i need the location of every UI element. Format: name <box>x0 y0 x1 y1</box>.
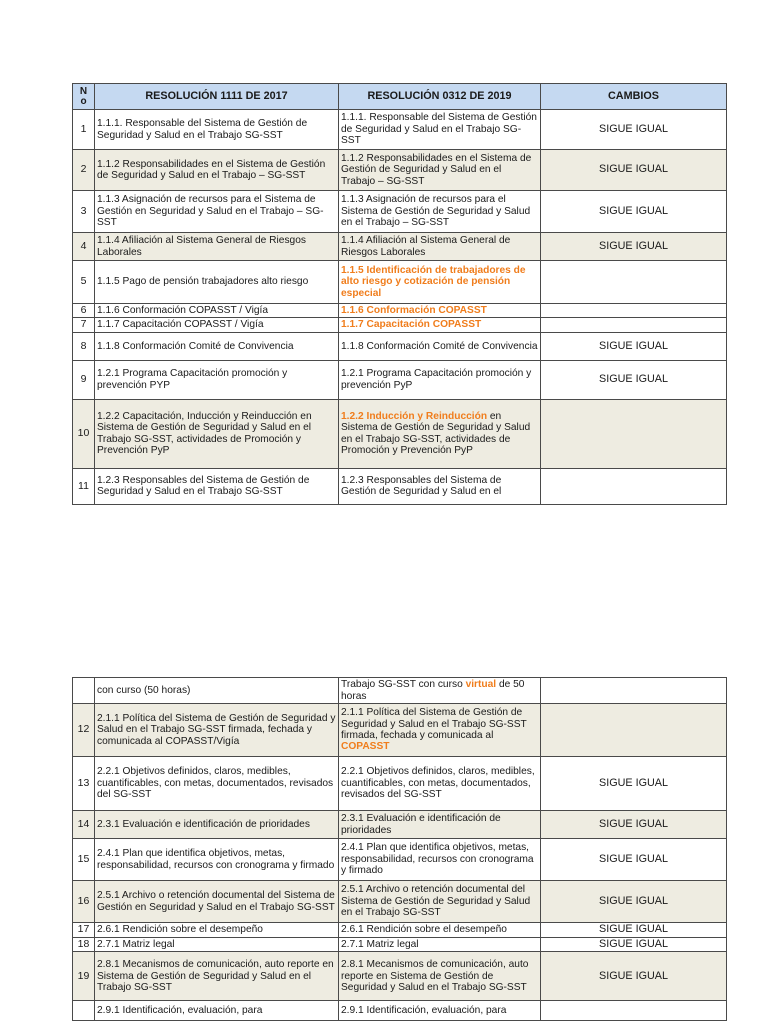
res-2017-cell: 1.2.2 Capacitación, Inducción y Reinducción en Sistema de Gestión de Seguridad y Salud en el Trabajo SG-SST, actividades de Promoción y Prevención PyP <box>95 399 339 468</box>
changed-text: 1.1.5 Identificación de trabajadores de alto riesgo y cotización de pensión especial <box>341 264 526 299</box>
cambio-cell <box>541 399 727 468</box>
row-number: 5 <box>73 261 95 304</box>
table-row <box>73 261 727 304</box>
cambio-cell <box>541 704 727 757</box>
comparison-table-bottom <box>72 677 727 1021</box>
cambio-cell: SIGUE IGUAL <box>541 233 727 261</box>
res-2019-cell <box>339 757 541 811</box>
res-2017-cell: 2.6.1 Rendición sobre el desempeño <box>95 923 339 938</box>
table-row <box>73 150 727 191</box>
res-2017-cell: 2.5.1 Archivo o retención documental del Sistema de Gestión en Seguridad y Salud en el Trabajo SG-SST <box>95 881 339 923</box>
res-2019-cell <box>339 150 541 191</box>
res-2019-cell <box>339 938 541 952</box>
row-number: 12 <box>73 704 95 757</box>
cambio-cell: SIGUE IGUAL <box>541 811 727 839</box>
table-row <box>73 318 727 332</box>
changed-text: 1.1.7 Capacitación COPASST <box>341 319 482 331</box>
header-no <box>73 84 95 110</box>
comparison-table-top <box>72 83 727 505</box>
res-2019-text: 2.2.1 Objetivos definidos, claros, medibles, cuantificables, con metas, documentados, revisados del SG-SST <box>341 766 535 801</box>
cambio-cell <box>541 318 727 332</box>
res-2017-cell: 1.1.7 Capacitación COPASST / Vigía <box>95 318 339 332</box>
res-2017-cell: 2.7.1 Matriz legal <box>95 938 339 952</box>
row-number: 4 <box>73 233 95 261</box>
res-2019-cell <box>339 233 541 261</box>
cambio-cell: SIGUE IGUAL <box>541 923 727 938</box>
row-number: 7 <box>73 318 95 332</box>
cambio-cell <box>541 304 727 318</box>
cambio-cell: SIGUE IGUAL <box>541 839 727 881</box>
res-2019-text: de 50 horas <box>341 679 525 702</box>
header-res-2019: RESOLUCIÓN 0312 DE 2019 <box>339 84 541 110</box>
cambio-cell: SIGUE IGUAL <box>541 360 727 399</box>
res-2019-text: 1.1.1. Responsable del Sistema de Gestión de Seguridad y Salud en el Trabajo SG-SST <box>341 112 537 147</box>
res-2017-cell: 2.9.1 Identificación, evaluación, para <box>95 1001 339 1021</box>
res-2019-text: 1.2.3 Responsables del Sistema de Gestión de Seguridad y Salud en el <box>341 474 502 498</box>
changed-text: virtual <box>465 679 497 691</box>
row-number: 1 <box>73 110 95 150</box>
cambio-cell: SIGUE IGUAL <box>541 952 727 1001</box>
row-number: 15 <box>73 839 95 881</box>
row-number: 9 <box>73 360 95 399</box>
res-2019-cell <box>339 318 541 332</box>
res-2017-cell: 1.1.1. Responsable del Sistema de Gestión de Seguridad y Salud en el Trabajo SG-SST <box>95 110 339 150</box>
cambio-cell: SIGUE IGUAL <box>541 938 727 952</box>
res-2017-cell: con curso (50 horas) <box>95 678 339 704</box>
cambio-cell <box>541 678 727 704</box>
res-2019-cell <box>339 360 541 399</box>
res-2019-cell <box>339 952 541 1001</box>
res-2017-cell: 1.1.5 Pago de pensión trabajadores alto riesgo <box>95 261 339 304</box>
res-2019-text: 2.5.1 Archivo o retención documental del Sistema de Gestión de Seguridad y Salud en el Trabajo SG-SST <box>341 884 531 919</box>
res-2019-text: en Sistema de Gestión de Seguridad y Salud en el Trabajo SG-SST, actividades de Promoción y Prevención PyP <box>341 411 531 457</box>
row-number: 17 <box>73 923 95 938</box>
cambio-cell: SIGUE IGUAL <box>541 757 727 811</box>
table-row <box>73 881 727 923</box>
res-2017-cell: 1.1.3 Asignación de recursos para el Sistema de Gestión en Seguridad y Salud en el Trabajo – SG-SST <box>95 191 339 233</box>
cambio-cell: SIGUE IGUAL <box>541 150 727 191</box>
res-2019-text: 1.1.4 Afiliación al Sistema General de Riesgos Laborales <box>341 235 511 258</box>
header-res-2017: RESOLUCIÓN 1111 DE 2017 <box>95 84 339 110</box>
res-2019-text: 1.2.1 Programa Capacitación promoción y prevención PyP <box>341 368 532 391</box>
table-row <box>73 811 727 839</box>
res-2017-cell: 1.2.3 Responsables del Sistema de Gestión de Seguridad y Salud en el Trabajo SG-SST <box>95 468 339 504</box>
header-row <box>73 84 727 110</box>
row-number: 2 <box>73 150 95 191</box>
table-row <box>73 757 727 811</box>
cambio-cell <box>541 1001 727 1021</box>
row-number: 11 <box>73 468 95 504</box>
res-2019-text: 1.1.8 Conformación Comité de Convivencia <box>341 340 538 352</box>
table-row <box>73 938 727 952</box>
res-2017-cell: 2.2.1 Objetivos definidos, claros, medibles, cuantificables, con metas, documentados, revisados del SG-SST <box>95 757 339 811</box>
row-number: 10 <box>73 399 95 468</box>
row-number <box>73 678 95 704</box>
res-2019-text: 2.6.1 Rendición sobre el desempeño <box>341 924 507 936</box>
res-2019-cell <box>339 839 541 881</box>
table-row <box>73 233 727 261</box>
res-2019-cell <box>339 678 541 704</box>
table-row <box>73 704 727 757</box>
table-row <box>73 468 727 504</box>
row-number: 8 <box>73 332 95 360</box>
row-number: 19 <box>73 952 95 1001</box>
table-row <box>73 952 727 1001</box>
table-row <box>73 360 727 399</box>
table-row <box>73 923 727 938</box>
cambio-cell <box>541 261 727 304</box>
cambio-cell <box>541 468 727 504</box>
res-2019-cell <box>339 704 541 757</box>
res-2017-cell: 1.1.6 Conformación COPASST / Vigía <box>95 304 339 318</box>
cambio-cell: SIGUE IGUAL <box>541 191 727 233</box>
res-2019-text: 2.4.1 Plan que identifica objetivos, metas, responsabilidad, recursos con cronograma y firmado <box>341 842 534 877</box>
res-2019-cell <box>339 468 541 504</box>
res-2019-text: 2.1.1 Política del Sistema de Gestión de Seguridad y Salud en el Trabajo SG-SST firmada, fechada y comunicada al <box>341 707 527 741</box>
res-2019-text: 2.9.1 Identificación, evaluación, para <box>341 1005 507 1017</box>
res-2019-cell <box>339 110 541 150</box>
changed-text: 1.2.2 Inducción y Reinducción <box>341 411 488 422</box>
cambio-cell: SIGUE IGUAL <box>541 110 727 150</box>
table-top-body <box>73 110 727 505</box>
changed-text: COPASST <box>341 741 390 753</box>
res-2017-cell: 2.3.1 Evaluación e identificación de prioridades <box>95 811 339 839</box>
res-2019-text: 2.7.1 Matriz legal <box>341 939 419 950</box>
row-number <box>73 1001 95 1021</box>
res-2019-cell <box>339 399 541 468</box>
res-2017-cell: 1.2.1 Programa Capacitación promoción y prevención PYP <box>95 360 339 399</box>
res-2019-text: 1.1.3 Asignación de recursos para el Sistema de Gestión de Seguridad y Salud en el Trabajo – SG-SST <box>341 194 531 229</box>
res-2019-cell <box>339 332 541 360</box>
row-number: 14 <box>73 811 95 839</box>
table-bottom-body <box>73 678 727 1021</box>
row-number: 18 <box>73 938 95 952</box>
table-row <box>73 678 727 704</box>
res-2019-text: 2.3.1 Evaluación e identificación de prioridades <box>341 813 501 836</box>
res-2019-cell <box>339 304 541 318</box>
res-2019-cell <box>339 811 541 839</box>
row-number: 6 <box>73 304 95 318</box>
table-row <box>73 110 727 150</box>
cambio-cell: SIGUE IGUAL <box>541 881 727 923</box>
row-number: 3 <box>73 191 95 233</box>
res-2019-cell <box>339 881 541 923</box>
changed-text: 1.1.6 Conformación COPASST <box>341 305 487 316</box>
res-2017-cell: 2.4.1 Plan que identifica objetivos, metas, responsabilidad, recursos con cronograma y firmado <box>95 839 339 881</box>
header-no-text: N o <box>79 85 88 107</box>
cambio-cell: SIGUE IGUAL <box>541 332 727 360</box>
table-row <box>73 304 727 318</box>
row-number: 16 <box>73 881 95 923</box>
res-2019-cell <box>339 1001 541 1021</box>
res-2017-cell: 2.1.1 Política del Sistema de Gestión de Seguridad y Salud en el Trabajo SG-SST firmada, fechada y comunicada al COPASST/Vigía <box>95 704 339 757</box>
res-2019-text: 1.1.2 Responsabilidades en el Sistema de Gestión de Seguridad y Salud en el Trabajo – SG-SST <box>341 152 532 187</box>
table-row <box>73 191 727 233</box>
res-2019-text: Trabajo SG-SST con curso <box>341 679 466 691</box>
res-2017-cell: 1.1.2 Responsabilidades en el Sistema de Gestión de Seguridad y Salud en el Trabajo – SG-SST <box>95 150 339 191</box>
table-row <box>73 839 727 881</box>
header-cambios: CAMBIOS <box>541 84 727 110</box>
table-row <box>73 399 727 468</box>
res-2017-cell: 1.1.8 Conformación Comité de Convivencia <box>95 332 339 360</box>
res-2017-cell: 2.8.1 Mecanismos de comunicación, auto reporte en Sistema de Gestión de Seguridad y Salud en el Trabajo SG-SST <box>95 952 339 1001</box>
table-row <box>73 1001 727 1021</box>
row-number: 13 <box>73 757 95 811</box>
res-2019-text: 2.8.1 Mecanismos de comunicación, auto reporte en Sistema de Gestión de Seguridad y Salud en el Trabajo SG-SST <box>341 959 529 994</box>
res-2017-cell: 1.1.4 Afiliación al Sistema General de Riesgos Laborales <box>95 233 339 261</box>
res-2019-cell <box>339 261 541 304</box>
table-row <box>73 332 727 360</box>
res-2019-cell <box>339 191 541 233</box>
res-2019-cell <box>339 923 541 938</box>
